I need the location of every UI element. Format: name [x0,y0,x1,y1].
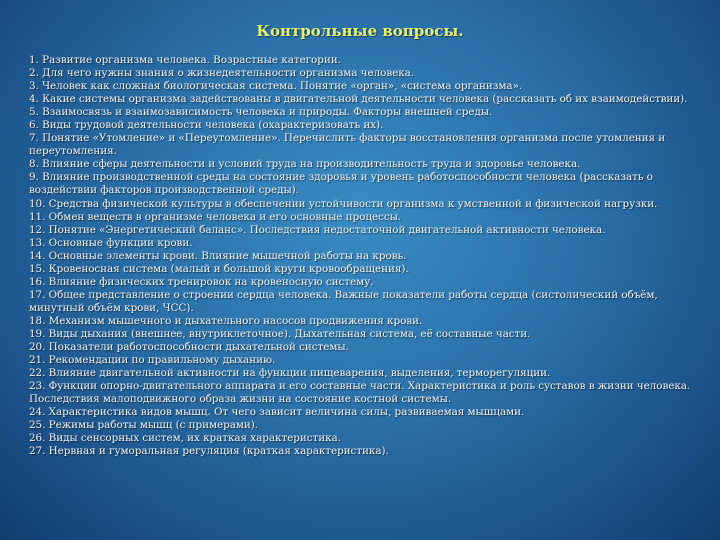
question-item: 14. Основные элементы крови. Влияние мышечной работы на кровь. [29,249,407,262]
question-item: 19. Виды дыхания (внешнее, внутриклеточное). Дыхательная система, её составные части. [29,327,531,340]
question-item: 26. Виды сенсорных систем, их краткая характеристика. [29,432,341,445]
question-item: 12. Понятие «Энергетический баланс». Последствия недостаточной двигательной активности человека. [29,223,606,236]
question-item: 15. Кровеносная система (малый и большой круги кровообращения). [29,262,409,275]
question-item: 23. Функции опорно-двигательного аппарата и его составные части. Характеристика и роль суставов в жизни человека. Последствия малоподвижного образа жизни на состояние костной системы. [29,380,691,406]
question-item: 18. Механизм мышечного и дыхательного насосов продвижения крови. [29,314,423,327]
question-item: 6. Виды трудовой деятельности человека (охарактеризовать их). [29,119,384,132]
question-item: 27. Нервная и гуморальная регуляция (краткая характеристика). [29,445,389,458]
question-item: 10. Средства физической культуры в обеспечении устойчивости организма к умственной и физической нагрузки. [29,197,658,210]
question-item: 21. Рекомендации по правильному дыханию. [29,354,276,367]
question-item: 24. Характеристика видов мышц. От чего зависит величина силы, развиваемая мышцами. [29,406,525,419]
question-item: 4. Какие системы организма задействованы в двигательной деятельности человека (рассказать об их взаимодействии). [29,93,688,106]
question-item: 17. Общее представление о строении сердца человека. Важные показатели работы сердца (систолический объём, минутный объём крови, ЧСС). [29,288,658,314]
questions-list [29,54,701,458]
question-item: 7. Понятие «Утомление» и «Переутомление». Перечислить факторы восстановления организма после утомления и переутомления. [29,132,666,158]
question-item: 13. Основные функции крови. [29,236,193,249]
question-item: 25. Режимы работы мышц (с примерами). [29,419,259,432]
slide-title: Контрольные вопросы. [256,22,464,40]
question-item: 20. Показатели работоспособности дыхательной системы. [29,341,349,354]
question-item: 2. Для чего нужны знания о жизнедеятельности организма человека. [29,67,415,80]
question-item: 1. Развитие организма человека. Возрастные категории. [29,54,341,66]
question-item: 8. Влияние сферы деятельности и условий труда на производительность труда и здоровье человека. [29,158,581,171]
question-item: 16. Влияние физических тренировок на кровеносную систему. [29,275,374,288]
question-item: 11. Обмен веществ в организме человека и его основные процессы. [29,210,402,223]
question-item: 22. Влияние двигательной активности на функции пищеварения, выделения, терморегуляции. [29,367,551,380]
question-item: 9. Влияние производственной среды на состояние здоровья и уровень работоспособности человека (рассказать о воздействии факторов производственной среды). [29,171,653,197]
question-item: 5. Взаимосвязь и взаимозависимость человека и природы. Факторы внешней среды. [29,106,493,119]
question-item: 3. Человек как сложная биологическая система. Понятие «орган», «система организма». [29,80,523,93]
